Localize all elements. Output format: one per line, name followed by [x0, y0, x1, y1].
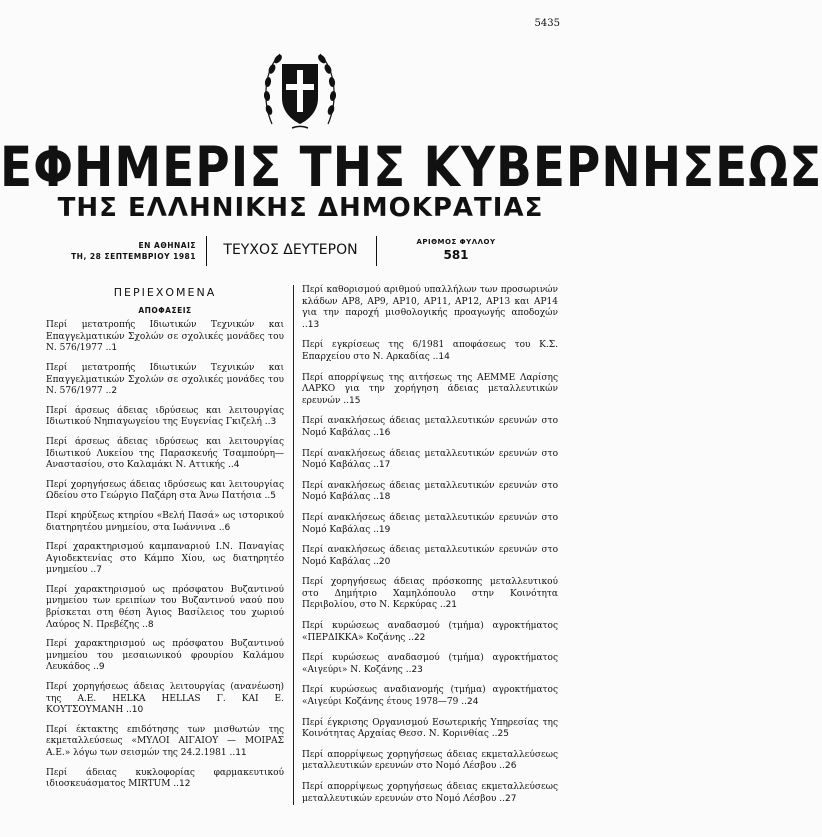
- section-title: ΑΠΟΦΑΣΕΙΣ: [138, 305, 192, 315]
- masthead-title: ΕΦΗΜΕΡΙΣ ΤΗΣ ΚΥΒΕΡΝΗΣΕΩΣ: [0, 135, 822, 201]
- entry-text: Περί ανακλήσεως άδειας μεταλλευτικών ερευνών στο Νομό Καβάλας: [302, 448, 558, 471]
- contents-entry: [46, 682, 284, 717]
- entry-text: Περί μετατροπής Ιδιωτικών Τεχνικών και Επαγγελματικών Σχολών σε σχολικές μονάδες του Ν. 576/1977: [46, 320, 284, 354]
- column-divider: [293, 285, 294, 805]
- entry-page-number: 6: [224, 522, 231, 533]
- entry-leader: ..: [90, 662, 99, 673]
- contents-title: ΠΕΡΙΕΧΟΜΕΝΑ: [113, 286, 217, 299]
- contents-entry: [46, 585, 284, 631]
- contents-entry: [46, 511, 284, 534]
- entry-leader: ..: [405, 632, 414, 643]
- entry-text: Περί έγκρισης Οργανισμού Εσωτερικής Υπηρεσίας της Κοινότητας Αρχαίας Θεσσ. Ν. Κορινθίας: [302, 717, 558, 740]
- contents-entry: [302, 685, 558, 708]
- entry-text: Περί χαρακτηρισμού ως πρόσφατου Βυζαντινού μνημείου του μεσαιωνικού φρουρίου Καλάμου Λευκάδος: [46, 639, 284, 673]
- entry-page-number: 22: [413, 632, 426, 643]
- contents-entry: [46, 542, 284, 577]
- masthead-subtitle: ΤΗΣ ΕΛΛΗΝΙΚΗΣ ΔΗΜΟΚΡΑΤΙΑΣ: [57, 193, 544, 223]
- contents-entry: [302, 750, 558, 773]
- issue-series: ΤΕΥΧΟΣ ΔΕΥΤΕΡΟΝ: [223, 242, 358, 258]
- entry-page-number: 8: [147, 619, 154, 630]
- contents-entry: [302, 577, 558, 612]
- contents-entry: [46, 320, 284, 355]
- entry-text: Περί έκτακτης επιδότησης των μισθωτών της εκμεταλλεύσεως «ΜΥΛΟΙ ΑΙΓΑΙΟΥ — ΜΟΙΡΑΣ Α.Ε.» λόγω των σεισμών της 24.2.1981: [46, 724, 284, 758]
- entry-text: Περί χαρακτηρισμού ως πρόσφατου Βυζαντινού μνημείου των ερειπίων του Βυζαντινού ναού που βρίσκεται στη θέση Άγιος Βασίλειος του χωριού Λαύρος Ν. Πρεβέζης: [46, 584, 284, 630]
- contents-entry: [302, 513, 558, 536]
- entry-text: Περί χορηγήσεως άδειας πρόσκοπης μεταλλευτικού στο Δημήτριο Χαμηλόπουλο στην Κοινότητα Περιβολίου, στο Ν. Κερκύρας: [302, 577, 558, 611]
- contents-entry: [46, 437, 284, 472]
- entry-leader: ..: [488, 729, 498, 740]
- entry-leader: ..: [458, 697, 467, 708]
- entry-text: Περί κυρώσεως αναδασμού (τμήμα) αγροκτήματος «ΠΕΡΔΙΚΚΑ» Κοζάνης: [302, 621, 558, 643]
- entry-page-number: 25: [497, 729, 509, 740]
- divider: [376, 236, 377, 266]
- entry-leader: ..: [225, 460, 234, 471]
- entry-text: Περί χαρακτηρισμού καμπαναριού Ι.Ν. Παναγίας Αγιοδεκτενίας στο Κάμπο Χίου, ως διατηρητέο μνημείου: [46, 542, 284, 576]
- contents-entry: [302, 340, 558, 363]
- entry-page-number: 20: [378, 556, 391, 567]
- issue-date: ΤΗ, 28 ΣΕΠΤΕΜΒΡΙΟΥ 1981: [71, 252, 196, 261]
- entry-text: Περί κηρύξεως κτηρίου «Βελή Πασά» ως ιστορικού διατηρητέου μνημείου, στα Ιωάννινα: [46, 510, 284, 533]
- entry-leader: ..: [215, 522, 225, 533]
- entry-text: Περί ανακλήσεως άδειας μεταλλευτικών ερευνών στο Νομό Καβάλας: [302, 545, 558, 567]
- entry-text: Περί χορηγήσεως άδειας ιδρύσεως και λειτουργίας Ωδείου στο Γεώργιο Παζάρη στα Άνω Πατήσια: [46, 479, 284, 502]
- entry-page-number: 2: [111, 386, 118, 397]
- entry-leader: ..: [139, 619, 148, 630]
- contents-entry: [302, 449, 558, 472]
- entry-page-number: 12: [179, 779, 191, 790]
- entry-leader: ..: [102, 386, 112, 397]
- entry-text: Περί χορηγήσεως άδειας λειτουργίας (ανανέωση) της Α.Ε. HELKA HELLAS Γ. ΚΑΙ Ε. ΚΟΥΤΣΟΥΜΑΝΗ: [46, 682, 284, 716]
- contents-entry: [302, 373, 558, 408]
- entry-page-number: 4: [233, 460, 240, 471]
- divider: [206, 236, 207, 266]
- entry-leader: ..: [302, 319, 308, 330]
- contents-entry: [302, 285, 558, 331]
- entry-leader: ..: [226, 748, 236, 758]
- entry-page-number: 16: [378, 427, 391, 438]
- entry-leader: ..: [87, 565, 97, 576]
- entry-page-number: 17: [378, 460, 391, 471]
- entry-page-number: 3: [270, 417, 277, 428]
- entry-leader: ..: [261, 491, 271, 502]
- entry-page-number: 23: [411, 664, 423, 675]
- entry-leader: ..: [102, 343, 112, 354]
- contents-entry: [302, 545, 558, 568]
- entry-leader: ..: [429, 351, 439, 362]
- contents-entry: [302, 718, 558, 741]
- entry-page-number: 27: [504, 793, 517, 804]
- entry-page-number: 18: [378, 492, 391, 503]
- entry-page-number: 15: [348, 395, 361, 406]
- contents-entry: [302, 621, 558, 644]
- entry-text: Περί άδειας κυκλοφορίας φαρμακευτικού ιδιοσκευάσματος MIRTUM: [46, 767, 284, 790]
- contents-entry: [46, 639, 284, 674]
- coat-of-arms-icon: [262, 46, 338, 132]
- contents-left-column: [46, 285, 284, 799]
- entry-text: Περί κυρώσεως αναδασμού (τμήμα) αγροκτήματος «Αιγεύρι» Ν. Κοζάνης: [302, 653, 558, 675]
- entry-text: Περί εγκρίσεως της 6/1981 αποφάσεως του Κ.Σ. Επαρχείου στο Ν. Αρκαδίας: [302, 340, 558, 362]
- entry-page-number: 7: [96, 565, 102, 576]
- entry-leader: ..: [436, 600, 446, 611]
- entry-leader: ..: [170, 779, 180, 790]
- contents-entry: [46, 480, 284, 503]
- entry-leader: ..: [261, 417, 271, 428]
- entry-page-number: 13: [307, 319, 320, 330]
- contents-list-right: [302, 285, 558, 805]
- entry-leader: ..: [402, 664, 412, 675]
- entry-text: Περί απορρίψεως χορηγήσεως άδειας εκμεταλλεύσεως μεταλλευτικών ερευνών στο Νομό Λέσβου: [302, 749, 558, 772]
- entry-page-number: 19: [378, 524, 391, 535]
- entry-page-number: 26: [504, 761, 517, 772]
- entry-text: Περί καθορισμού αριθμού υπαλλήλων των προσωρινών κλάδων ΑΡ8, ΑΡ9, ΑΡ10, ΑΡ11, ΑΡ12, ΑΡ13 και ΑΡ14 για την παροχή μισθολογικής προαγωγής αποδοχών: [302, 285, 558, 319]
- entry-page-number: 10: [131, 705, 144, 716]
- entry-leader: ..: [123, 705, 132, 716]
- entry-text: Περί κυρώσεως αναδιανομής (τμήμα) αγροκτήματος «Αιγεύρι Κοζάνης έτους 1978—79: [302, 685, 558, 708]
- sheet-number: 581: [443, 248, 469, 262]
- entry-page-number: 14: [438, 351, 450, 362]
- contents-entry: [302, 782, 558, 805]
- entry-leader: ..: [370, 524, 379, 535]
- entry-page-number: 5: [270, 491, 276, 502]
- contents-right-column: [302, 285, 558, 814]
- entry-page-number: 11: [235, 748, 247, 758]
- entry-page-number: 24: [466, 697, 479, 708]
- entry-text: Περί άρσεως άδειας ιδρύσεως και λειτουργίας Ιδιωτικού Νηπιαγωγείου της Ευγενίας Γκιζελή: [46, 405, 284, 428]
- contents-list-left: [46, 320, 284, 791]
- contents-entry: [302, 481, 558, 504]
- entry-page-number: 1: [111, 343, 118, 354]
- issue-sheet: [391, 238, 521, 262]
- issue-place: ΕΝ ΑΘΗΝΑΙΣ: [138, 241, 196, 250]
- entry-page-number: 21: [445, 600, 458, 611]
- contents-entry: [46, 725, 284, 760]
- entry-text: Περί ανακλήσεως άδειας μεταλλευτικών ερευνών στο Νομό Καβάλας: [302, 416, 558, 438]
- entry-leader: ..: [496, 793, 505, 804]
- issue-place-date: [46, 240, 196, 262]
- entry-leader: ..: [340, 395, 349, 406]
- entry-text: Περί ανακλήσεως άδειας μεταλλευτικών ερευνών στο Νομό Καβάλας: [302, 480, 558, 503]
- contents-entry: [46, 363, 284, 398]
- contents-entry: [302, 416, 558, 439]
- contents-entry: [46, 406, 284, 429]
- entry-text: Περί μετατροπής Ιδιωτικών Τεχνικών και Επαγγελματικών Σχολών σε σχολικές μονάδες του Ν. 576/1977: [46, 362, 284, 397]
- entry-text: Περί απορρίψεως της αιτήσεως της ΑΕΜΜΕ Λαρίσης ΛΑΡΚΟ για την χορήγηση άδειας μεταλλευτικών ερευνών: [302, 372, 558, 406]
- entry-text: Περί ανακλήσεως άδειας μεταλλευτικών ερευνών στο Νομό Καβάλας: [302, 512, 558, 535]
- page-number: 5435: [534, 18, 560, 29]
- entry-leader: ..: [370, 492, 379, 503]
- entry-text: Περί άρσεως άδειας ιδρύσεως και λειτουργίας Ιδιωτικού Λυκείου της Παρασκευής Τσαμπούρη—Αναστασίου, στο Καλαμάκι Ν. Αττικής: [46, 436, 284, 471]
- entry-leader: ..: [370, 427, 379, 438]
- sheet-label: ΑΡΙΘΜΟΣ ΦΥΛΛΟΥ: [416, 238, 496, 246]
- contents-entry: [302, 653, 558, 676]
- entry-page-number: 9: [98, 662, 105, 673]
- entry-leader: ..: [370, 460, 379, 471]
- entry-leader: ..: [496, 761, 505, 772]
- contents-entry: [46, 768, 284, 791]
- entry-text: Περί απορρίψεως χορηγήσεως άδειας εκμεταλλεύσεως μεταλλευτικών ερευνών στο Νομό Λέσβου: [302, 782, 558, 804]
- issue-info-bar: [46, 236, 554, 276]
- entry-leader: ..: [370, 556, 379, 567]
